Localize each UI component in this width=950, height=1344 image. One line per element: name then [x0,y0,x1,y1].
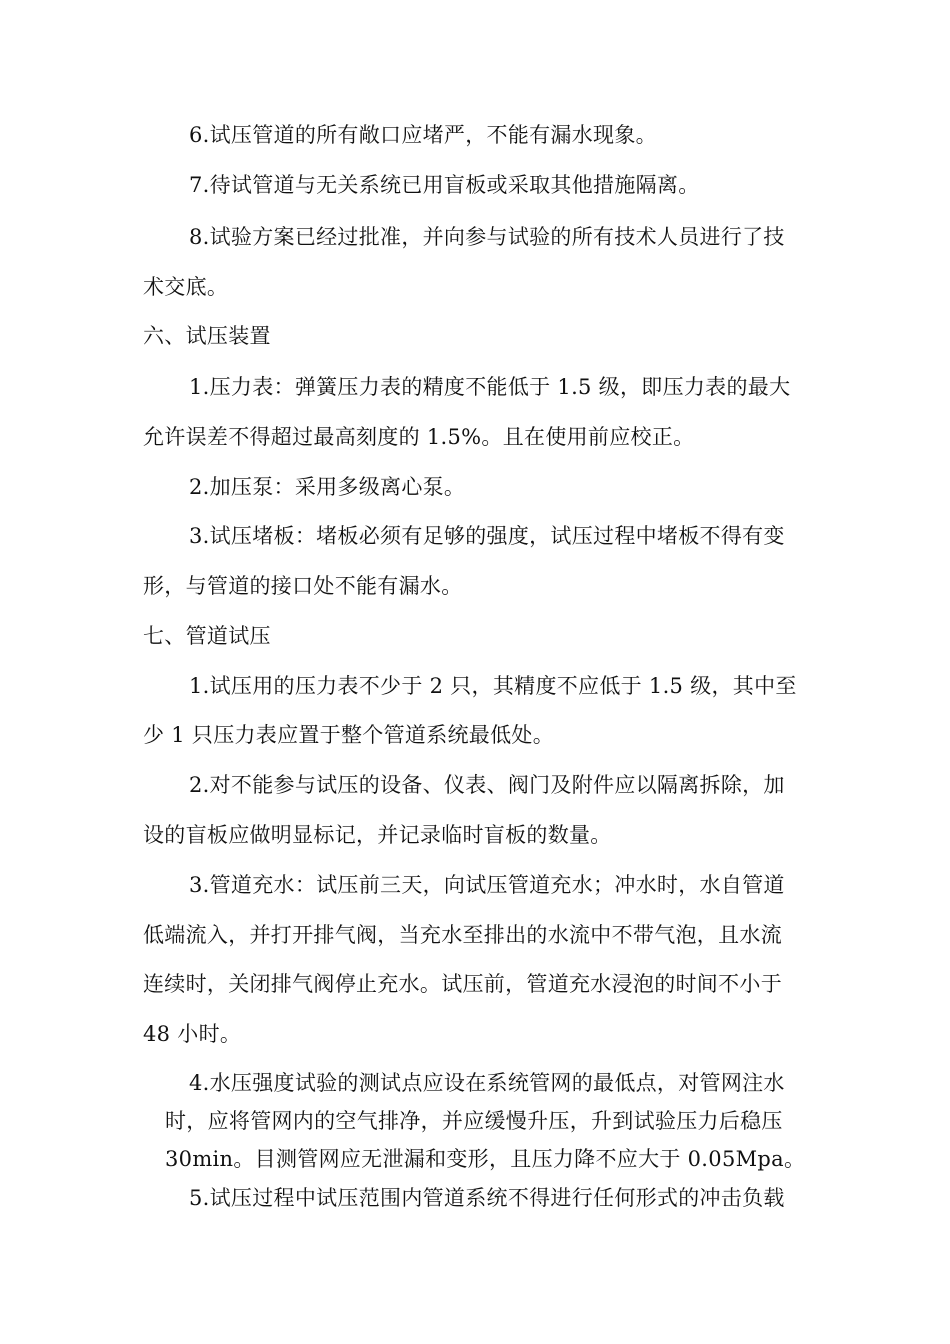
paragraph-line: 低端流入，并打开排气阀，当充水至排出的水流中不带气泡，且水流 [143,923,782,947]
paragraph-line: 1.压力表：弹簧压力表的精度不能低于 1.5 级，即压力表的最大 [189,375,791,399]
paragraph-line: 2.对不能参与试压的设备、仪表、阀门及附件应以隔离拆除，加 [189,773,785,797]
paragraph-line: 连续时，关闭排气阀停止充水。试压前，管道充水浸泡的时间不小于 [143,972,782,996]
paragraph-line: 2.加压泵：采用多级离心泵。 [189,475,466,499]
paragraph-line: 7.待试管道与无关系统已用盲板或采取其他措施隔离。 [189,173,700,197]
paragraph-line: 时，应将管网内的空气排净，并应缓慢升压，升到试验压力后稳压 [165,1109,783,1133]
paragraph-line: 少 1 只压力表应置于整个管道系统最低处。 [143,723,555,747]
section-heading: 六、试压装置 [143,324,271,348]
paragraph-line: 30min。目测管网应无泄漏和变形，且压力降不应大于 0.05Mpa。 [165,1147,806,1171]
paragraph-line: 1.试压用的压力表不少于 2 只，其精度不应低于 1.5 级，其中至 [189,674,797,698]
paragraph-line: 3.管道充水：试压前三天，向试压管道充水；冲水时，水自管道 [189,873,785,897]
paragraph-line: 6.试压管道的所有敞口应堵严，不能有漏水现象。 [189,123,657,147]
paragraph-line: 形，与管道的接口处不能有漏水。 [143,574,463,598]
paragraph-line: 48 小时。 [143,1022,242,1046]
paragraph-line: 设的盲板应做明显标记，并记录临时盲板的数量。 [143,823,612,847]
section-heading: 七、管道试压 [143,624,271,648]
paragraph-line: 4.水压强度试验的测试点应设在系统管网的最低点，对管网注水 [189,1071,785,1095]
paragraph-line: 5.试压过程中试压范围内管道系统不得进行任何形式的冲击负载 [189,1186,785,1210]
paragraph-line: 术交底。 [143,275,229,299]
paragraph-line: 3.试压堵板：堵板必须有足够的强度，试压过程中堵板不得有变 [189,524,785,548]
paragraph-line: 8.试验方案已经过批准，并向参与试验的所有技术人员进行了技 [189,225,785,249]
paragraph-line: 允许误差不得超过最高刻度的 1.5%。且在使用前应校正。 [143,425,695,449]
